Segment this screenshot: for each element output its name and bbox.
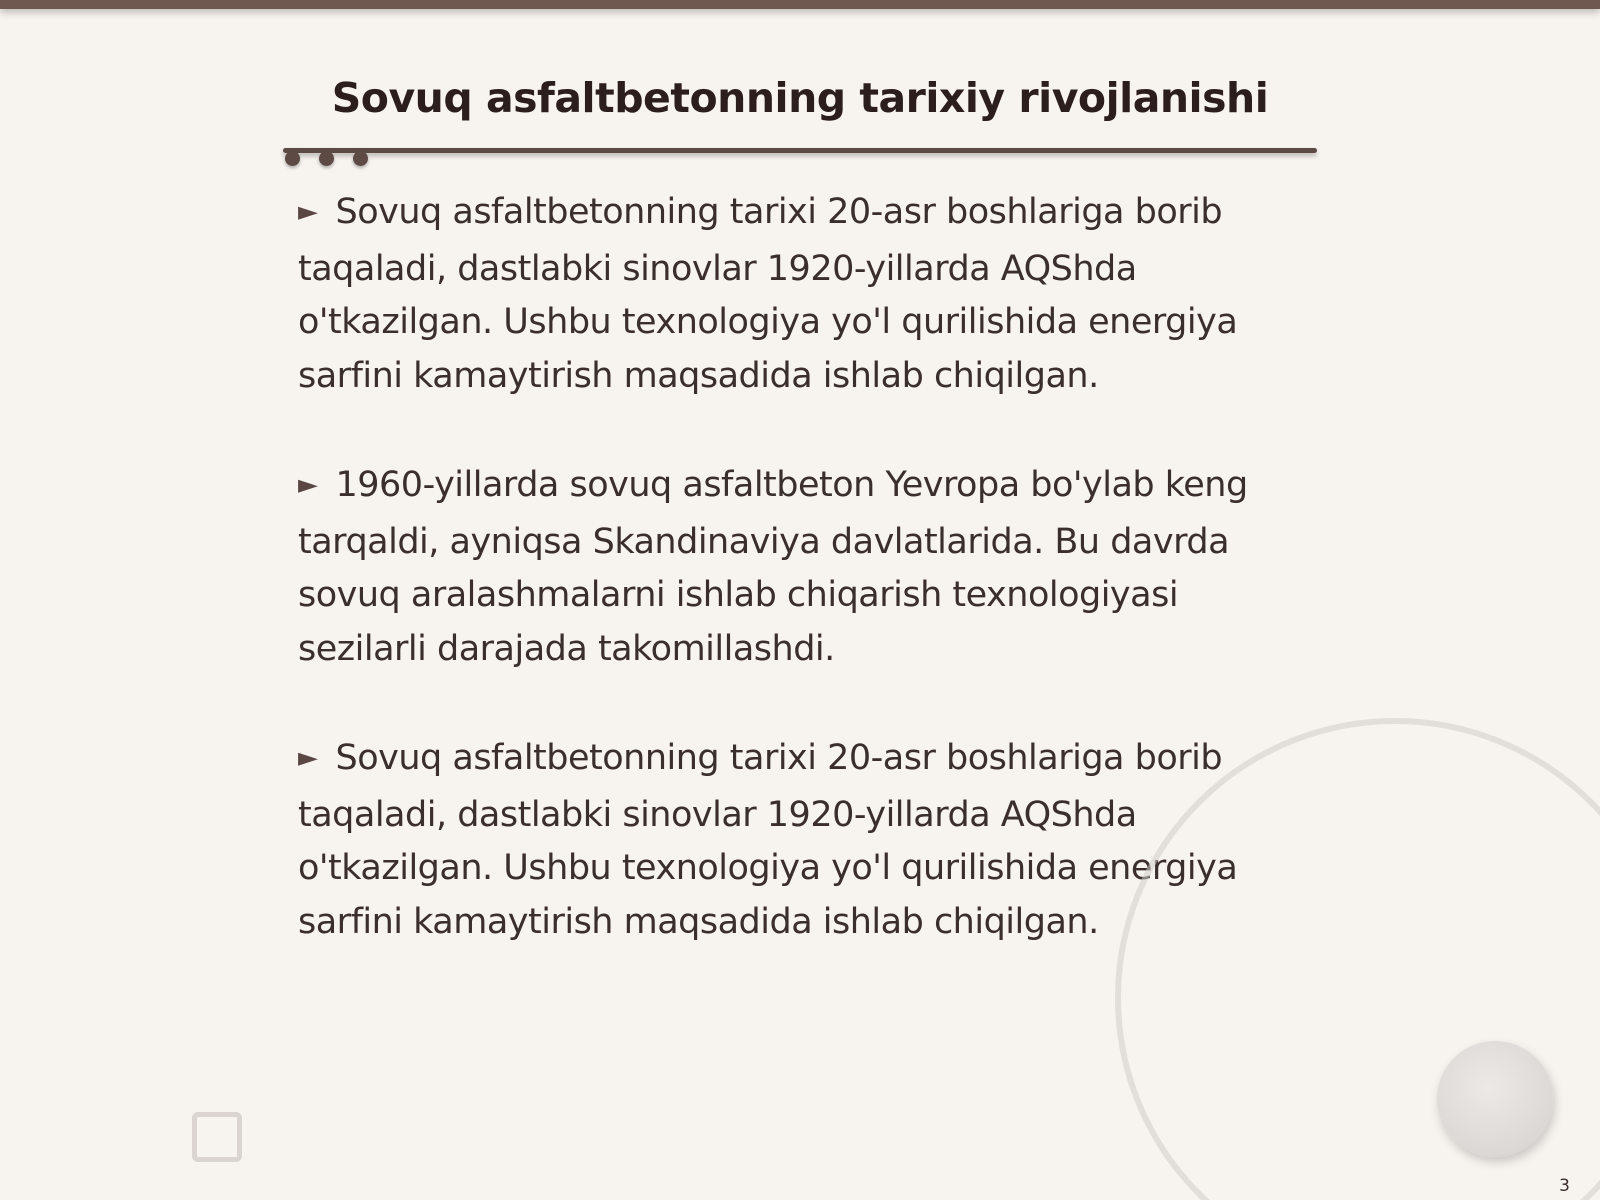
- decorative-square: [192, 1112, 242, 1162]
- decorative-circle: [1437, 1041, 1553, 1157]
- title-underline: [283, 148, 1317, 153]
- bullet-item: [298, 186, 1308, 403]
- bullet-item: [298, 459, 1308, 676]
- decorative-dot: [285, 151, 300, 166]
- bullet-arrow-icon: ►: [298, 197, 318, 227]
- decorative-dot: [353, 151, 368, 166]
- top-accent-bar: [0, 0, 1600, 9]
- decorative-dot: [319, 151, 334, 166]
- bullet-text: Sovuq asfaltbetonning tarixi 20-asr boshlariga borib taqaladi, dastlabki sinovlar 1920-yillarda AQShda o'tkazilgan. Ushbu texnologiya yo'l qurilishida energiya sarfini kamaytirish maqsadida ishlab chiqilgan.: [298, 738, 1238, 942]
- slide-title: Sovuq asfaltbetonning tarixiy rivojlanishi: [331, 74, 1269, 122]
- page-number: 3: [1559, 1176, 1570, 1196]
- bullet-arrow-icon: ►: [298, 470, 318, 500]
- bullet-arrow-icon: ►: [298, 743, 318, 773]
- bullet-text: Sovuq asfaltbetonning tarixi 20-asr boshlariga borib taqaladi, dastlabki sinovlar 1920-yillarda AQShda o'tkazilgan. Ushbu texnologiya yo'l qurilishida energiya sarfini kamaytirish maqsadida ishlab chiqilgan.: [298, 192, 1238, 396]
- bullet-text: 1960-yillarda sovuq asfaltbeton Yevropa bo'ylab keng tarqaldi, ayniqsa Skandinaviya davlatlarida. Bu davrda sovuq aralashmalarni ishlab chiqarish texnologiyasi sezilarli darajada takomillashdi.: [298, 465, 1248, 669]
